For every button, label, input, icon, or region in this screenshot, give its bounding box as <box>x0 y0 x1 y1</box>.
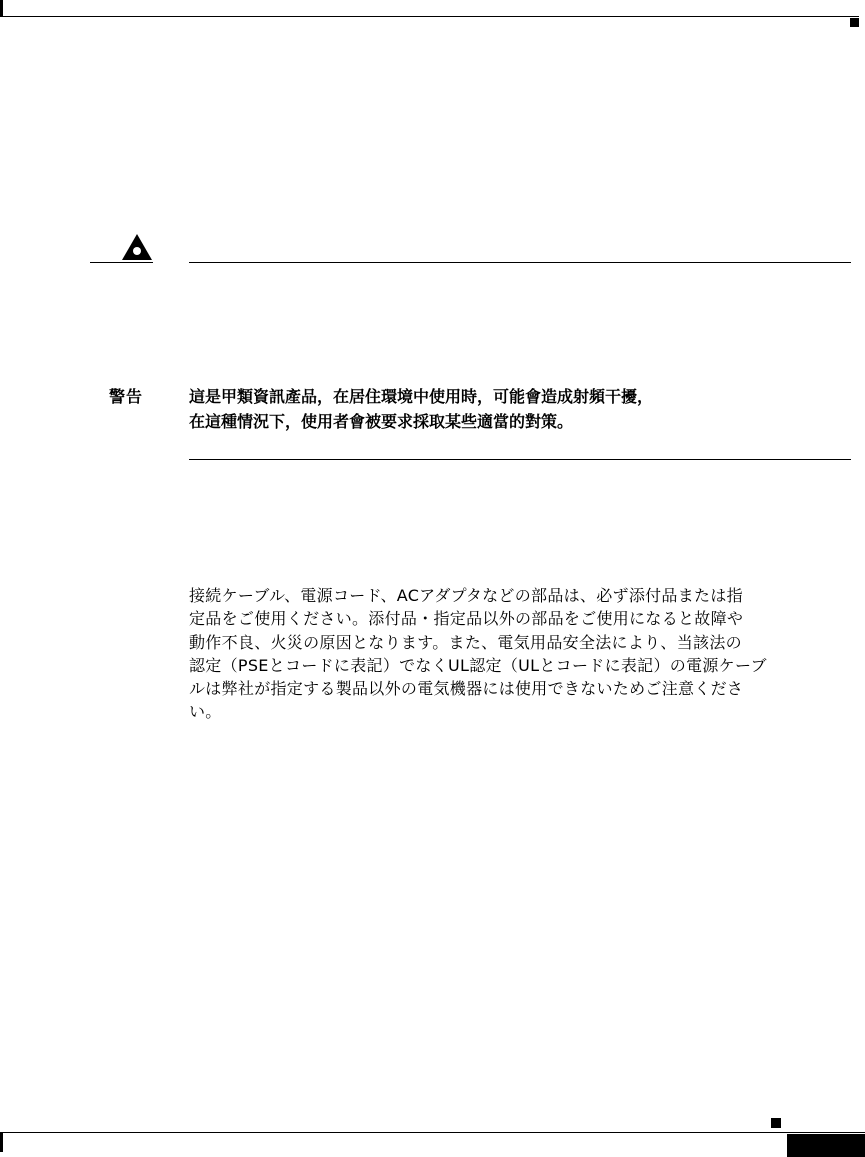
warning-line: 這是甲類資訊產品，在居住環境中使用時，可能會造成射頻干擾， <box>189 387 654 406</box>
notice-line: 認定（PSEとコードに表記）でなくUL認定（ULとコードに表記）の電源ケーブ <box>189 655 767 675</box>
footer-marker <box>771 1118 781 1128</box>
notice-line: ルは弊社が指定する製品以外の電気機器には使用できないためご注意くださ <box>189 679 744 699</box>
warning-statement <box>189 384 829 434</box>
warning-rule-bottom <box>189 459 851 460</box>
warning-rule-left <box>90 262 153 263</box>
notice-line: 定品をご使用ください。添付品・指定品以外の部品をご使用になると故障や <box>189 609 744 629</box>
header-tick-mark <box>0 0 3 17</box>
notice-line: い。 <box>189 702 222 722</box>
warning-line: 在這種情況下，使用者會被要求採取某些適當的對策。 <box>189 412 574 431</box>
warning-label: 警告 <box>109 387 144 406</box>
footer-tick-mark <box>0 1132 3 1152</box>
header-rule <box>0 16 859 17</box>
warning-triangle-icon <box>121 233 153 261</box>
footer-page-tab <box>787 1134 865 1157</box>
header-corner-marker <box>850 18 859 27</box>
notice-line: 接続ケーブル、電源コード、ACアダプタなどの部品は、必ず添付品または指 <box>189 586 743 605</box>
warning-rule-top <box>189 262 851 263</box>
japanese-notice <box>189 584 845 724</box>
footer-rule <box>3 1132 865 1133</box>
notice-line: 動作不良、火災の原因となります。また、電気用品安全法により、当該法の <box>189 632 742 652</box>
